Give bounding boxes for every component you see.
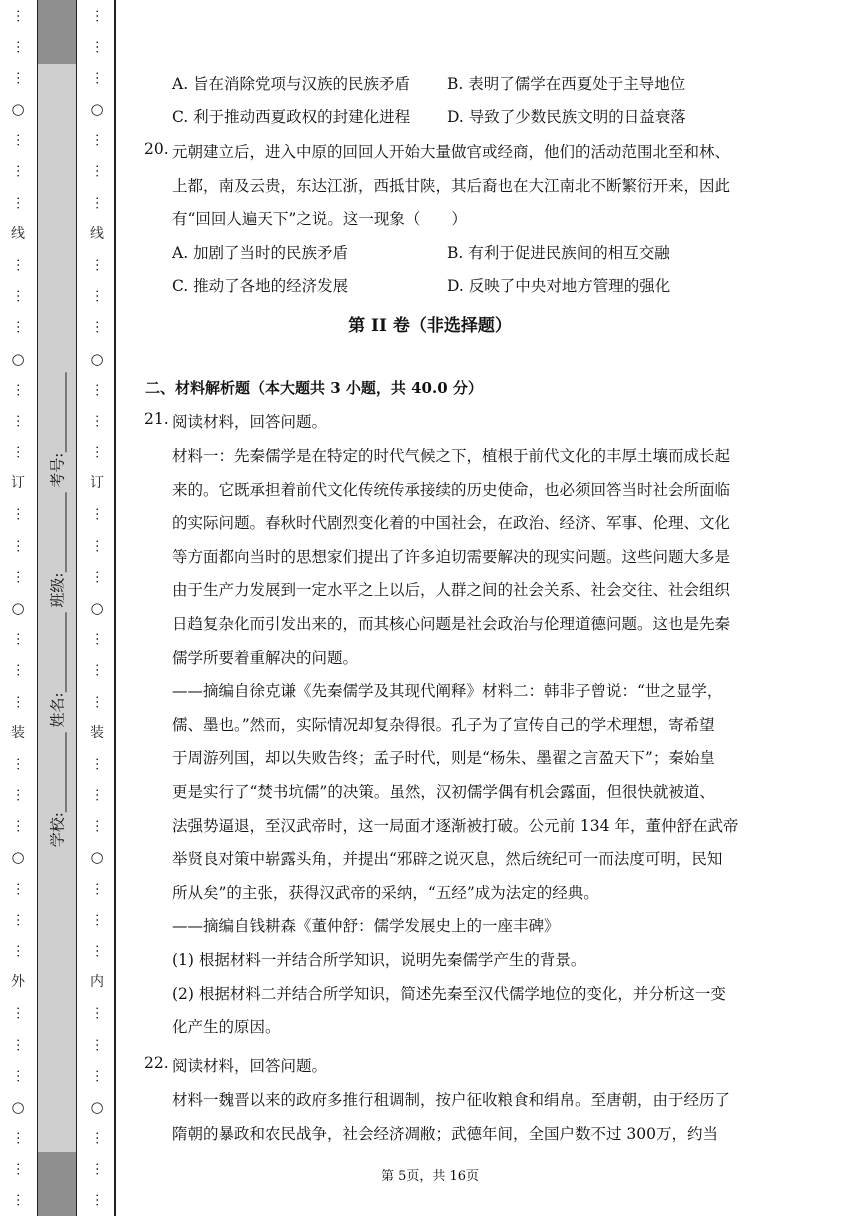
q21-line: 材料一：先秦儒学是在特定的时代气候之下，植根于前代文化的丰厚土壤而成长起	[172, 447, 731, 465]
outer-binding-dots: ⋯	[10, 413, 26, 428]
inner-binding-dots: ⋯	[89, 819, 105, 834]
q21-line: 于周游列国，却以失败告终；孟子时代，则是“杨朱、墨翟之言盈天下”；秦始皇	[172, 749, 715, 768]
binding-dark-top	[38, 0, 76, 64]
inner-binding-circle: ○	[90, 599, 104, 617]
inner-binding-dots: ⋯	[89, 881, 105, 896]
inner-binding-dots: ⋯	[89, 258, 105, 273]
q21-line: 来的。它既承担着前代文化传统传承接续的历史使命，也必须回答当时社会所面临	[172, 480, 731, 499]
inner-binding-dots: ⋯	[89, 943, 105, 958]
outer-binding-dots: ⋯	[10, 756, 26, 771]
q21-line: 举贤良对策中崭露头角，并提出“邪辟之说灭息，然后统纪可一而法度可明，民知	[172, 850, 723, 869]
q21-line: 更是实行了“焚书坑儒”的决策。虽然，汉初儒学偶有机会露面，但很快就被道、	[172, 783, 715, 801]
q20-option-a[interactable]: A. 加剧了当时的民族矛盾	[172, 244, 349, 262]
inner-binding-dots: ⋯	[89, 756, 105, 771]
outer-binding-dots: ⋯	[10, 133, 26, 148]
q21-line: 儒学所要着重解决的问题。	[172, 648, 359, 667]
outer-binding-dots: ⋯	[10, 663, 26, 678]
q21-line: 法强势逼退，至汉武帝时，这一局面才逐渐被打破。公元前 134 年，董仲舒在武帝	[172, 816, 739, 835]
inner-binding-dots: ⋯	[89, 8, 105, 23]
exam-no-blank[interactable]	[51, 373, 66, 453]
outer-binding-circle: ○	[11, 100, 25, 119]
outer-binding-dots: ⋯	[10, 912, 26, 927]
exam-no-label: 考号:	[48, 452, 67, 488]
q21-line: 日趋复杂化而引发出来的，而其核心问题是社会政治与伦理道德问题。这也是先秦	[172, 615, 731, 633]
student-info	[42, 360, 72, 860]
outer-binding-char: 订	[11, 475, 25, 492]
q21-line: 由于生产力发展到一定水平之上以后，人群之间的社会关系、社会交往、社会组织	[172, 581, 731, 600]
inner-binding-dots: ⋯	[89, 445, 105, 460]
outer-binding-chars	[8, 0, 28, 1216]
q20-option-d[interactable]: D. 反映了中央对地方管理的强化	[447, 277, 671, 295]
q22-number: 22.	[144, 1054, 169, 1072]
q22-intro: 阅读材料，回答问题。	[172, 1057, 328, 1075]
outer-binding-dots: ⋯	[10, 819, 26, 834]
q21-line: ——摘编自钱耕森《董仲舒：儒学发展史上的一座丰碑》	[172, 917, 560, 936]
inner-binding-dots: ⋯	[89, 133, 105, 148]
inner-binding-dots: ⋯	[89, 507, 105, 522]
outer-binding-dots: ⋯	[10, 382, 26, 397]
inner-binding-char: 装	[90, 724, 104, 741]
inner-binding-dots: ⋯	[89, 164, 105, 179]
q20-line-1: 元朝建立后，进入中原的回回人开始大量做官或经商，他们的活动范围北至和林、	[172, 143, 731, 161]
q19-option-a[interactable]: A. 旨在消除党项与汉族的民族矛盾	[172, 75, 411, 93]
inner-binding-dots: ⋯	[89, 694, 105, 709]
q21-line: ——摘编自徐克谦《先秦儒学及其现代阐释》材料二：韩非子曾说：“世之显学，	[172, 682, 723, 701]
outer-binding-dots: ⋯	[10, 289, 26, 304]
inner-binding-char: 订	[90, 475, 104, 492]
outer-binding-dots: ⋯	[10, 258, 26, 273]
inner-binding-dots: ⋯	[89, 538, 105, 553]
outer-binding-dots: ⋯	[10, 788, 26, 803]
school-label: 学校:	[48, 812, 67, 848]
inner-binding-dots: ⋯	[89, 1193, 105, 1208]
name-blank[interactable]	[51, 612, 66, 692]
inner-binding-circle: ○	[90, 848, 104, 867]
q21-line: (2) 根据材料二并结合所学知识，简述先秦至汉代儒学地位的变化，并分析这一变	[172, 984, 726, 1003]
inner-binding-dots: ⋯	[89, 289, 105, 304]
q20-option-b[interactable]: B. 有利于促进民族间的相互交融	[447, 244, 670, 262]
q19-option-c[interactable]: C. 利于推动西夏政权的封建化进程	[172, 108, 411, 126]
inner-binding-dots: ⋯	[89, 413, 105, 428]
q21-line: (1) 根据材料一并结合所学知识，说明先秦儒学产生的背景。	[172, 951, 587, 969]
outer-binding-dots: ⋯	[10, 445, 26, 460]
outer-binding-dots: ⋯	[10, 8, 26, 23]
outer-binding-dots: ⋯	[10, 694, 26, 709]
outer-binding-char: 装	[11, 724, 25, 741]
outer-binding-dots: ⋯	[10, 1193, 26, 1208]
q21-line: 所从矣”的主张，获得汉武帝的采纳，“五经”成为法定的经典。	[172, 883, 599, 902]
binding-margin	[0, 0, 116, 1216]
q21-number: 21.	[144, 410, 169, 428]
outer-binding-dots: ⋯	[10, 195, 26, 210]
binding-dark-bottom	[38, 1152, 76, 1216]
class-blank[interactable]	[51, 493, 66, 573]
q21-intro: 阅读材料，回答问题。	[172, 413, 328, 431]
inner-binding-dots: ⋯	[89, 912, 105, 927]
binding-line-3	[114, 0, 116, 1216]
outer-binding-char: 外	[11, 974, 25, 991]
inner-binding-chars	[87, 0, 107, 1216]
outer-binding-circle: ○	[11, 848, 25, 867]
inner-binding-dots: ⋯	[89, 1037, 105, 1052]
inner-binding-dots: ⋯	[89, 1006, 105, 1021]
q19-option-d[interactable]: D. 导致了少数民族文明的日益衰落	[447, 108, 686, 126]
outer-binding-char: 线	[11, 225, 25, 242]
inner-binding-dots: ⋯	[89, 569, 105, 584]
inner-binding-dots: ⋯	[89, 1131, 105, 1146]
outer-binding-dots: ⋯	[10, 164, 26, 179]
inner-binding-dots: ⋯	[89, 195, 105, 210]
q21-line: 化产生的原因。	[172, 1018, 281, 1037]
name-label: 姓名:	[48, 692, 67, 728]
part-title: 二、材料解析题（本大题共 3 小题，共 40.0 分）	[145, 379, 483, 397]
outer-binding-dots: ⋯	[10, 1037, 26, 1052]
inner-binding-dots: ⋯	[89, 382, 105, 397]
inner-binding-char: 内	[90, 974, 104, 991]
outer-binding-dots: ⋯	[10, 538, 26, 553]
inner-binding-circle: ○	[90, 100, 104, 119]
outer-binding-dots: ⋯	[10, 943, 26, 958]
outer-binding-dots: ⋯	[10, 632, 26, 647]
outer-binding-dots: ⋯	[10, 507, 26, 522]
inner-binding-dots: ⋯	[89, 1162, 105, 1177]
school-blank[interactable]	[51, 732, 66, 812]
outer-binding-dots: ⋯	[10, 881, 26, 896]
outer-binding-circle: ○	[11, 349, 25, 368]
inner-binding-dots: ⋯	[89, 663, 105, 678]
outer-binding-dots: ⋯	[10, 1162, 26, 1177]
inner-binding-dots: ⋯	[89, 632, 105, 647]
outer-binding-circle: ○	[11, 1097, 25, 1116]
outer-binding-circle: ○	[11, 599, 25, 617]
inner-binding-dots: ⋯	[89, 70, 105, 85]
q21-line: 等方面都向当时的思想家们提出了许多迫切需要解决的现实问题。这些问题大多是	[172, 547, 731, 566]
section-title: 第 II 卷（非选择题）	[348, 316, 512, 336]
outer-binding-dots: ⋯	[10, 1068, 26, 1083]
inner-binding-circle: ○	[90, 1097, 104, 1116]
page-footer: 第 5页，共 16页	[380, 1169, 480, 1184]
outer-binding-dots: ⋯	[10, 1006, 26, 1021]
q20-line-3: 有“回回人遍天下”之说。这一现象（ ）	[172, 210, 467, 228]
q21-line: 的实际问题。春秋时代剧烈变化着的中国社会，在政治、经济、军事、伦理、文化	[172, 514, 731, 533]
q20-option-c[interactable]: C. 推动了各地的经济发展	[172, 277, 349, 295]
q22-line: 隋朝的暴政和农民战争，社会经济凋敝；武德年间，全国户数不过 300万，约当	[172, 1124, 719, 1143]
inner-binding-dots: ⋯	[89, 1068, 105, 1083]
q19-option-b[interactable]: B. 表明了儒学在西夏处于主导地位	[447, 75, 686, 93]
inner-binding-dots: ⋯	[89, 39, 105, 54]
outer-binding-dots: ⋯	[10, 320, 26, 335]
inner-binding-char: 线	[90, 225, 104, 242]
inner-binding-circle: ○	[90, 349, 104, 368]
outer-binding-dots: ⋯	[10, 39, 26, 54]
class-label: 班级:	[48, 572, 67, 608]
inner-binding-dots: ⋯	[89, 788, 105, 803]
q21-line: 儒、墨也。”然而，实际情况却复杂得很。孔子为了宣传自己的学术理想，寄希望	[172, 715, 715, 734]
outer-binding-dots: ⋯	[10, 1131, 26, 1146]
inner-binding-dots: ⋯	[89, 320, 105, 335]
q20-line-2: 上都，南及云贵，东达江浙，西抵甘陕，其后裔也在大江南北不断繁衍开来，因此	[172, 177, 731, 195]
q22-line: 材料一魏晋以来的政府多推行租调制，按户征收粮食和绢帛。至唐朝，由于经历了	[172, 1091, 731, 1109]
q20-number: 20.	[144, 140, 169, 158]
outer-binding-dots: ⋯	[10, 70, 26, 85]
outer-binding-dots: ⋯	[10, 569, 26, 584]
